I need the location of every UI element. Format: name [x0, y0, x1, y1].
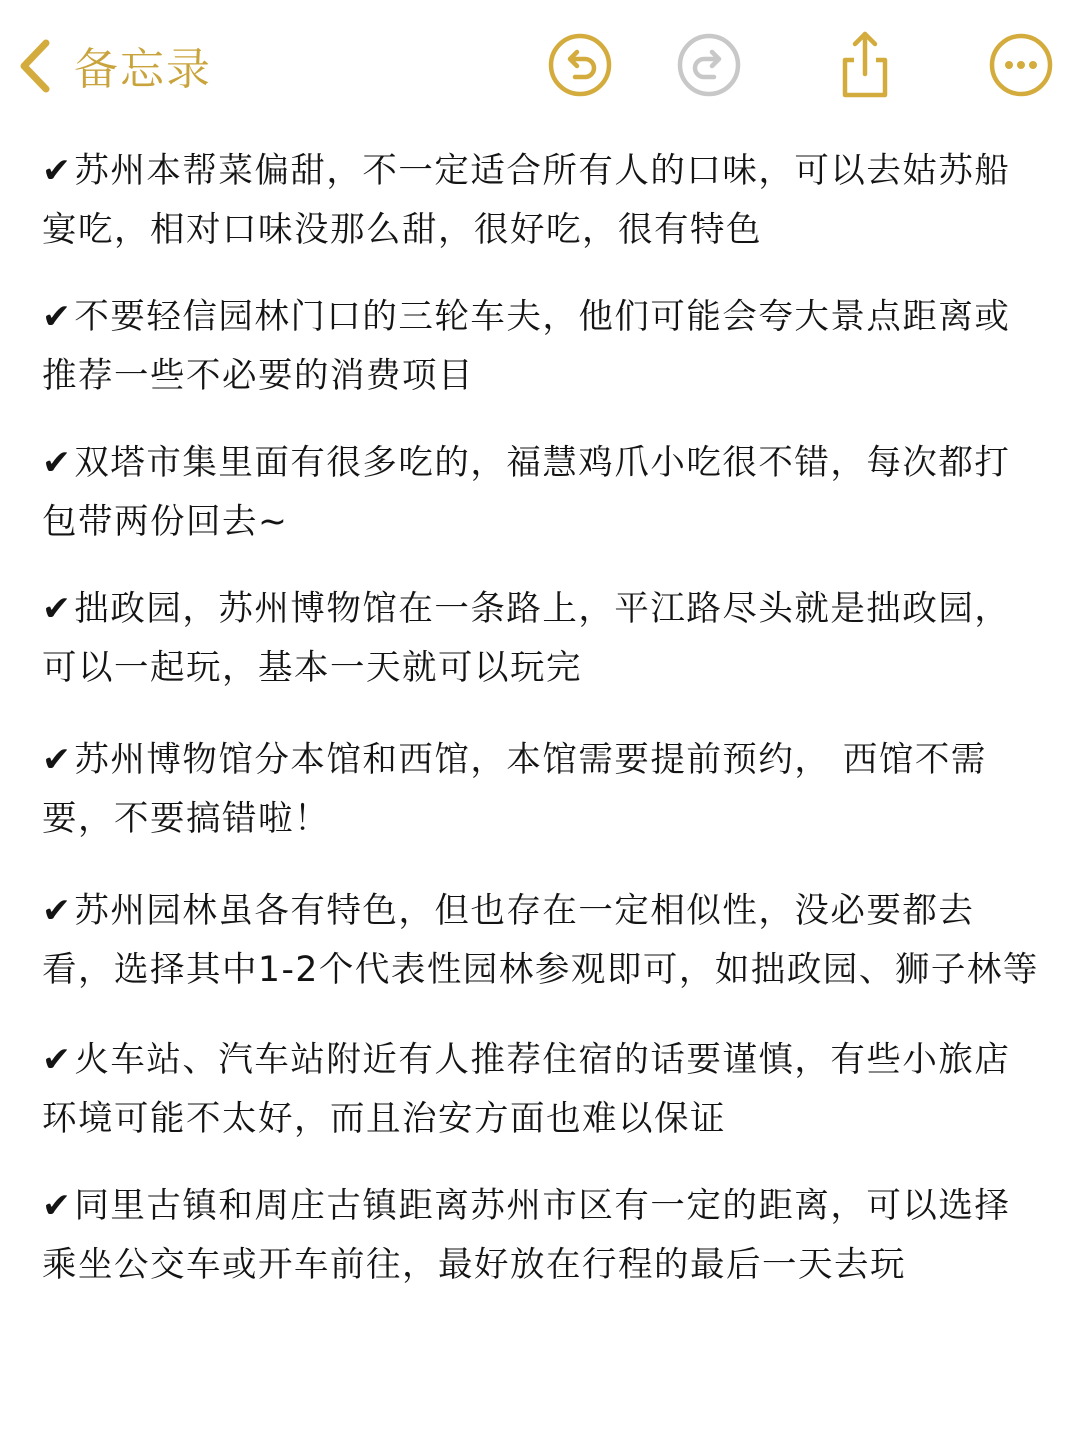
note-paragraph	[42, 142, 1042, 260]
check-mark-icon: ✔	[42, 1186, 73, 1226]
chevron-left-icon	[14, 35, 54, 95]
check-mark-icon: ✔	[42, 1040, 73, 1080]
navigation-bar	[0, 0, 1080, 130]
note-paragraph	[42, 1031, 1042, 1149]
note-paragraph	[42, 434, 1042, 552]
redo-icon	[674, 30, 744, 100]
note-text: 苏州园林虽各有特色，但也存在一定相似性，没必要都去看，选择其中1-2个代表性园林参观即可，如拙政园、狮子林等	[42, 891, 1039, 990]
note-text: 双塔市集里面有很多吃的，福慧鸡爪小吃很不错，每次都打包带两份回去~	[42, 443, 1011, 542]
redo-button[interactable]	[674, 30, 744, 100]
check-mark-icon: ✔	[42, 297, 73, 337]
note-paragraph	[42, 1177, 1042, 1295]
note-text: 苏州本帮菜偏甜，不一定适合所有人的口味，可以去姑苏船宴吃，相对口味没那么甜，很好吃，很有特色	[42, 151, 1011, 250]
note-paragraph	[42, 731, 1042, 849]
note-text: 火车站、汽车站附近有人推荐住宿的话要谨慎，有些小旅店环境可能不太好，而且治安方面也难以保证	[42, 1040, 1011, 1139]
check-mark-icon: ✔	[42, 740, 73, 780]
check-mark-icon: ✔	[42, 151, 73, 191]
check-mark-icon: ✔	[42, 589, 73, 629]
note-paragraph	[42, 580, 1042, 698]
back-button[interactable]	[14, 30, 212, 100]
share-icon	[830, 30, 900, 100]
undo-button[interactable]	[545, 30, 615, 100]
note-text: 不要轻信园林门口的三轮车夫，他们可能会夸大景点距离或推荐一些不必要的消费项目	[42, 297, 1011, 396]
share-button[interactable]	[830, 30, 900, 100]
check-mark-icon: ✔	[42, 891, 73, 931]
note-paragraph	[42, 288, 1042, 406]
back-label: 备忘录	[74, 44, 212, 95]
note-body[interactable]	[42, 142, 1042, 1295]
more-icon	[986, 30, 1056, 100]
note-text: 拙政园，苏州博物馆在一条路上，平江路尽头就是拙政园，可以一起玩，基本一天就可以玩完	[42, 589, 1011, 688]
note-text: 苏州博物馆分本馆和西馆，本馆需要提前预约， 西馆不需要，不要搞错啦！	[42, 740, 987, 839]
more-button[interactable]	[986, 30, 1056, 100]
undo-icon	[545, 30, 615, 100]
note-text: 同里古镇和周庄古镇距离苏州市区有一定的距离，可以选择乘坐公交车或开车前往，最好放在行程的最后一天去玩	[42, 1186, 1011, 1285]
check-mark-icon: ✔	[42, 443, 73, 483]
note-paragraph	[42, 882, 1042, 1000]
